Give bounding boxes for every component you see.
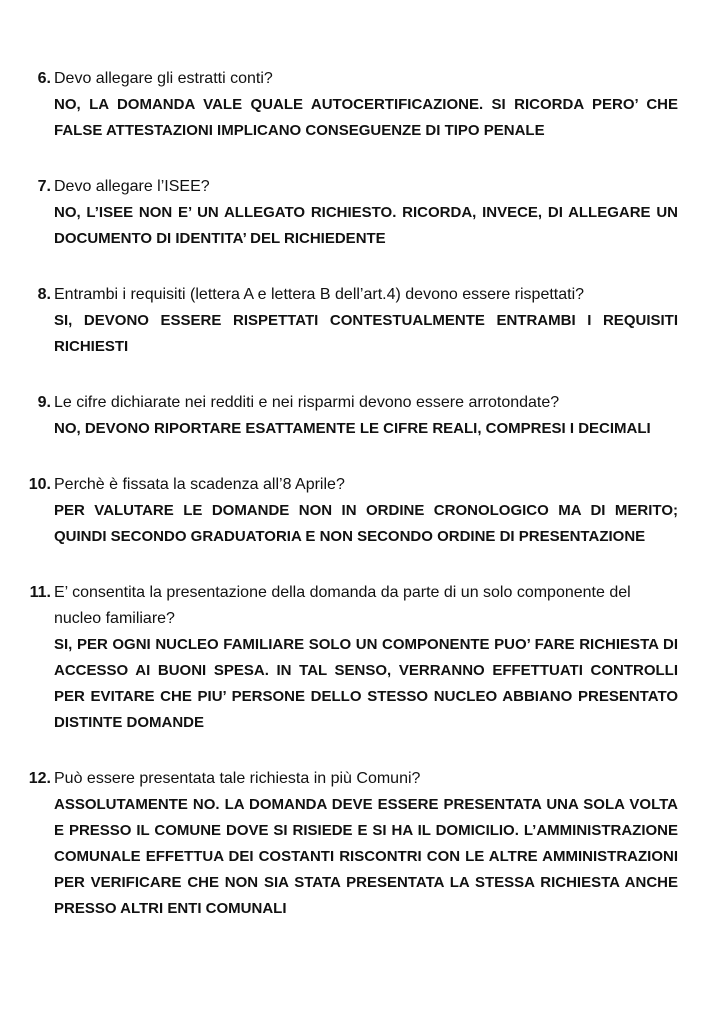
faq-number: 9. [37,394,51,411]
faq-item-6 [37,66,678,144]
faq-answer: SI, DEVONO ESSERE RISPETTATI CONTESTUALMENTE ENTRAMBI I REQUISITI RICHIESTI [54,312,678,355]
faq-answer: PER VALUTARE LE DOMANDE NON IN ORDINE CRONOLOGICO MA DI MERITO; QUINDI SECONDO GRADUATORIA E NON SECONDO ORDINE DI PRESENTAZIONE [54,502,678,545]
faq-answer: NO, LA DOMANDA VALE QUALE AUTOCERTIFICAZIONE. SI RICORDA PERO’ CHE FALSE ATTESTAZIONI IMPLICANO CONSEGUENZE DI TIPO PENALE [54,96,678,139]
faq-item-12 [28,766,678,922]
faq-question: Può essere presentata tale richiesta in più Comuni? [54,770,421,787]
faq-number: 12. [28,770,51,787]
faq-answer: NO, DEVONO RIPORTARE ESATTAMENTE LE CIFRE REALI, COMPRESI I DECIMALI [54,420,651,437]
faq-item-9 [37,390,678,442]
faq-item-11 [29,580,678,736]
faq-question: E’ consentita la presentazione della domanda da parte di un solo componente del nucleo familiare? [54,584,631,627]
faq-number: 7. [37,178,51,195]
faq-item-8 [37,282,678,360]
faq-question: Le cifre dichiarate nei redditi e nei risparmi devono essere arrotondate? [54,394,560,411]
faq-question: Perchè è fissata la scadenza all’8 Aprile? [54,476,345,493]
faq-number: 10. [28,476,51,493]
faq-answer: NO, L’ISEE NON E’ UN ALLEGATO RICHIESTO. RICORDA, INVECE, DI ALLEGARE UN DOCUMENTO DI IDENTITA’ DEL RICHIEDENTE [54,204,678,247]
faq-number: 6. [37,70,51,87]
faq-number: 11. [29,584,51,601]
faq-answer: SI, PER OGNI NUCLEO FAMILIARE SOLO UN COMPONENTE PUO’ FARE RICHIESTA DI ACCESSO AI BUONI SPESA. IN TAL SENSO, VERRANNO EFFETTUATI CONTROLLI PER EVITARE CHE PIU’ PERSONE DELLO STESSO NUCLEO ABBIANO PRESENTATO DISTINTE DOMANDE [54,636,678,731]
faq-answer: ASSOLUTAMENTE NO. LA DOMANDA DEVE ESSERE PRESENTATA UNA SOLA VOLTA E PRESSO IL COMUNE DOVE SI RISIEDE E SI HA IL DOMICILIO. L’AMMINISTRAZIONE COMUNALE EFFETTUA DEI COSTANTI RISCONTRI CON LE ALTRE AMMINISTRAZIONI PER VERIFICARE CHE NON SIA STATA PRESENTATA LA STESSA RICHIESTA ANCHE PRESSO ALTRI ENTI COMUNALI [54,796,678,917]
faq-item-7 [37,174,678,252]
faq-question: Entrambi i requisiti (lettera A e lettera B dell’art.4) devono essere rispettati? [54,286,585,303]
faq-question: Devo allegare l’ISEE? [54,178,210,195]
faq-question: Devo allegare gli estratti conti? [54,70,273,87]
faq-item-10 [28,472,678,550]
faq-number: 8. [37,286,51,303]
